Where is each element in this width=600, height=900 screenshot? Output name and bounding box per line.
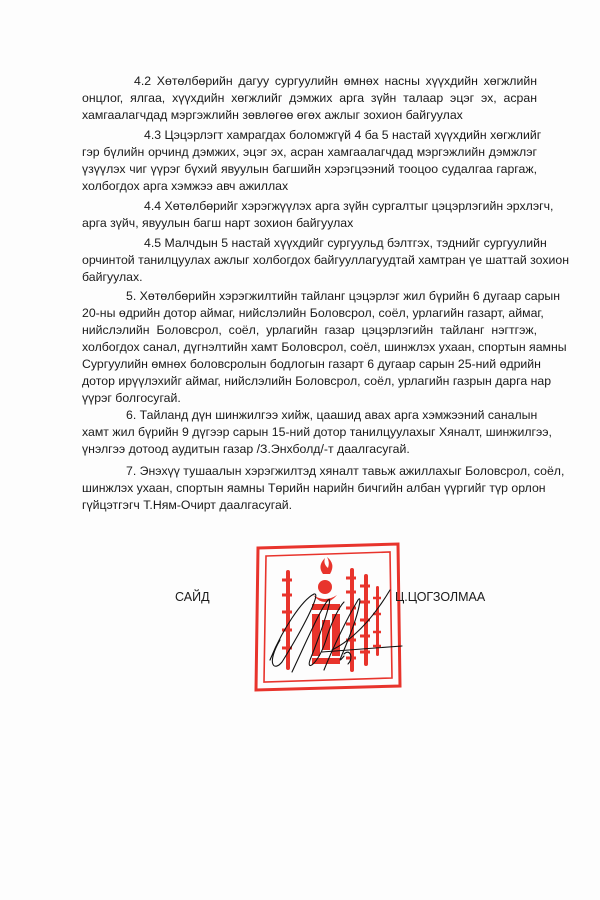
paragraph-line: дотор ирүүлэхийг аймаг, нийслэлийн Боловсрол, соёл, урлагийн газрын дарга нар (82, 374, 552, 388)
signatory-title: САЙД (175, 590, 210, 604)
paragraph-line: 4.5 Малчдын 5 настай хүүхдийг сургуульд бэлтгэх, тэднийг сургуулийн (144, 236, 547, 250)
paragraph-6 (82, 407, 552, 458)
paragraph-line: холбогдох арга хэмжээ авч ажиллах (82, 179, 289, 193)
paragraph-line: шинжлэх ухаан, спортын яамны Төрийн нарийн бичгийн албан үүргийг түр орлон (82, 481, 546, 495)
paragraph-line: арга зүйч, явуулын багш нарт зохион байгуулах (82, 216, 354, 230)
paragraph-line: 20-ны өдрийн дотор аймаг, нийслэлийн Боловсрол, соёл, урлагийн газарт, аймаг, (82, 306, 544, 320)
paragraph-line: 4.4 Хөтөлбөрийг хэрэгжүүлэх арга зүйн сургалтыг цэцэрлэгийн эрхлэгч, (144, 199, 554, 213)
paragraph-line: байгуулах. (82, 270, 143, 284)
paragraph-line: 4.3 Цэцэрлэгт хамрагдах боломжгүй 4 ба 5 настай хүүхдийн хөгжлийг (144, 128, 542, 142)
paragraph-5 (82, 288, 567, 407)
paragraph-line: 7. Энэхүү тушаалын хэрэгжилтэд хяналт тавьж ажиллахыг Боловсрол, соёл, (126, 464, 565, 478)
paragraph-line: үзүүлэх чиг үүрэг бүхий явуулын багшийн хэрэгцээний тооцоо судалгаа гаргаж, (82, 162, 537, 176)
paragraph-4-5 (82, 235, 569, 286)
paragraph-4-4 (82, 198, 554, 232)
paragraph-4-2 (82, 73, 537, 124)
paragraph-line: 6. Тайланд дүн шинжилгээ хийж, цаашид авах арга хэмжээний саналын (126, 408, 538, 422)
paragraph-line: холбогдох санал, дүгнэлтийн хамт Боловсрол, соёл, шинжлэх ухаан, спортын яамны (82, 340, 567, 354)
paragraph-line: Сургуулийн өмнөх боловсролын бодлогын газарт 6 дугаар сарын 25-ний өдрийн (82, 357, 541, 371)
paragraph-line: гүйцэтгэгч Т.Ням-Очирт даалгасугай. (82, 498, 293, 512)
paragraph-line: үүрэг болгосугай. (82, 391, 181, 405)
paragraph-line: 5. Хөтөлбөрийн хэрэгжилтийн тайланг цэцэрлэг жил бүрийн 6 дугаар сарын (126, 289, 561, 303)
paragraph-line: 4.2 Хөтөлбөрийн дагуу сургуулийн өмнөх насны хүүхдийн хөгжлийн (134, 74, 537, 88)
paragraph-line: хамгаалагчдад мэргэжлийн зөвлөгөө өгөх ажлыг зохион байгуулах (82, 108, 463, 122)
paragraph-7 (82, 463, 565, 514)
paragraph-line: нийслэлийн Боловсрол, соёл, урлагийн газар цэцэрлэгийн тайланг нэгтгэж, (82, 323, 537, 337)
handwritten-signature-icon (262, 580, 412, 680)
paragraph-line: орчинтой танилцуулах ажлыг холбогдох байгууллагуудтай хамтран үе шаттай зохион (82, 253, 569, 267)
paragraph-line: хамт жил бүрийн 9 дүгээр сарын 15-ний дотор танилцуулахыг Хяналт, шинжилгээ, (82, 425, 552, 439)
paragraph-line: онцлог, ялгаа, хүүхдийн хөгжлийг дэмжих арга зүйн талаар эцэг эх, асран (82, 91, 537, 105)
paragraph-line: үнэлгээ дотоод аудитын газар /З.Энхболд/-т даалгасугай. (82, 442, 410, 456)
signatory-name: Ц.ЦОГЗОЛМАА (395, 590, 486, 604)
paragraph-4-3 (82, 127, 542, 195)
paragraph-line: гэр бүлийн орчинд дэмжих, эцэг эх, асран хамгаалагчдад мэргэжлийн дэмжлэг (82, 145, 537, 159)
